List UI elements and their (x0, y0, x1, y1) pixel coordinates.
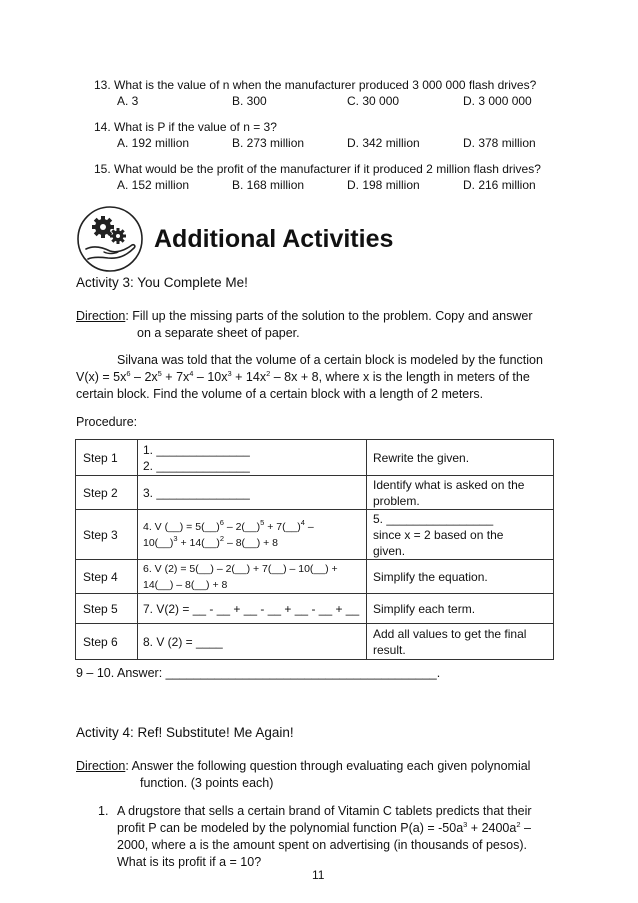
work-part: – (304, 520, 314, 533)
exp: 2 (219, 533, 225, 543)
q15-option-c: D. 198 million (347, 178, 420, 192)
work-part: – 8(__) + 8 (224, 536, 279, 549)
q14-option-c: D. 342 million (347, 136, 420, 150)
desc-line: since x = 2 based on the (373, 527, 504, 542)
question-14-text: 14. What is P if the value of n = 3? (94, 120, 277, 134)
step-label: Step 4 (76, 560, 138, 594)
q14-option-d: D. 378 million (463, 136, 536, 150)
problem-line-1: Silvana was told that the volume of a certain block is modeled by the function (117, 353, 543, 367)
problem-line-2 (76, 369, 530, 386)
table-row (76, 440, 554, 476)
work-line-2: 14(__) – 8(__) + 8 (143, 578, 228, 591)
problem-line-3: certain block. Find the volume of a certain block with a length of 2 meters. (76, 387, 484, 401)
step-work: 8. V (2) = ____ (138, 624, 367, 660)
blank-1: 1. ______________ (143, 442, 250, 457)
step-description: Simplify each term. (367, 594, 554, 624)
blank-5: 5. ________________ (373, 511, 494, 526)
fn-part: – 10x (193, 370, 228, 384)
direction-label: Direction (76, 759, 126, 773)
desc-line: problem. (373, 493, 420, 508)
page-number: 11 (312, 868, 325, 882)
answer-line: 9 – 10. Answer: _______________________________________. (76, 666, 441, 680)
item-line (117, 820, 565, 837)
item-line: What is its profit if a = 10? (117, 855, 262, 869)
blank-3: 3. ______________ (138, 476, 367, 510)
procedure-label: Procedure: (76, 415, 138, 429)
table-row (76, 624, 554, 660)
direction-text-2: on a separate sheet of paper. (137, 326, 300, 340)
step-description: Rewrite the given. (367, 440, 554, 476)
step-description (367, 476, 554, 510)
step-work (138, 440, 367, 476)
fn-part: – 8x + 8, where x is the length in meters of the (270, 370, 530, 384)
table-row (76, 510, 554, 560)
work-part: + 7(__) (264, 520, 301, 533)
exp: 2 (516, 820, 521, 829)
exp: 3 (463, 820, 468, 829)
item-number: 1. (98, 804, 109, 818)
q14-option-a: A. 192 million (117, 136, 190, 150)
q15-option-d: D. 216 million (463, 178, 536, 192)
section-title: Additional Activities (154, 225, 394, 253)
desc-line: Add all values to get the final (373, 626, 527, 641)
exp: 3 (227, 369, 232, 378)
exp: 2 (266, 369, 271, 378)
q15-option-a: A. 152 million (117, 178, 190, 192)
activity-4-direction (76, 758, 530, 775)
direction-text-1: : Fill up the missing parts of the solution to the problem. Copy and answer (125, 309, 533, 323)
step-description: Simplify the equation. (367, 560, 554, 594)
work-line-2 (143, 535, 360, 551)
direction-label: Direction (76, 309, 126, 323)
item-part: – (520, 821, 531, 835)
work-line-1 (143, 519, 360, 535)
exp: 6 (219, 517, 224, 527)
step-description (367, 510, 554, 560)
exp: 4 (300, 517, 305, 527)
step-description (367, 624, 554, 660)
item-line: 2000, where a is the amount spent on advertising (in thousands of pesos). (117, 838, 527, 852)
table-row (76, 476, 554, 510)
q15-option-b: B. 168 million (232, 178, 305, 192)
step-work: 7. V(2) = __ - __ + __ - __ + __ - __ + __ (138, 594, 367, 624)
exp: 4 (189, 369, 194, 378)
work-part: + 14(__) (177, 536, 220, 549)
q13-option-b: B. 300 (232, 94, 267, 108)
work-part: 4. V (__) = 5(__) (143, 520, 220, 533)
desc-line: result. (373, 642, 406, 657)
exp: 5 (260, 517, 265, 527)
work-part: 10(__) (143, 536, 174, 549)
step-label: Step 3 (76, 510, 138, 560)
fn-part: + 14x (231, 370, 267, 384)
direction-text-1: : Answer the following question through evaluating each given polynomial (125, 759, 531, 773)
step-work (138, 510, 367, 560)
fn-part: V(x) = 5x (76, 370, 127, 384)
item-1-text (117, 803, 565, 871)
item-part: + 2400a (467, 821, 517, 835)
fn-part: – 2x (130, 370, 158, 384)
blank-2: 2. ______________ (143, 458, 250, 473)
question-13-text: 13. What is the value of n when the manufacturer produced 3 000 000 flash drives? (94, 78, 537, 92)
fn-part: + 7x (161, 370, 190, 384)
item-part: profit P can be modeled by the polynomial function P(a) = -50a (117, 821, 464, 835)
work-line-1: 6. V (2) = 5(__) – 2(__) + 7(__) – 10(__) + (143, 562, 338, 575)
step-label: Step 5 (76, 594, 138, 624)
direction-text-2: function. (3 points each) (140, 776, 274, 790)
step-label: Step 6 (76, 624, 138, 660)
gears-hand-icon (76, 205, 144, 273)
q14-option-b: B. 273 million (232, 136, 305, 150)
exp: 6 (126, 369, 131, 378)
activity-4-title: Activity 4: Ref! Substitute! Me Again! (76, 725, 294, 740)
activity-3-direction (76, 308, 532, 325)
table-row (76, 594, 554, 624)
question-15-text: 15. What would be the profit of the manufacturer if it produced 2 million flash drives? (94, 162, 541, 176)
desc-line: Identify what is asked on the (373, 477, 525, 492)
step-work (138, 560, 367, 594)
table-row (76, 560, 554, 594)
q13-option-c: C. 30 000 (347, 94, 400, 108)
procedure-table (75, 439, 554, 660)
item-line: A drugstore that sells a certain brand of Vitamin C tablets predicts that their (117, 804, 532, 818)
q13-option-d: D. 3 000 000 (463, 94, 532, 108)
q13-option-a: A. 3 (117, 94, 139, 108)
desc-line: given. (373, 543, 406, 558)
exp: 3 (173, 533, 178, 543)
work-part: – 2(__) (223, 520, 261, 533)
step-label: Step 2 (76, 476, 138, 510)
step-label: Step 1 (76, 440, 138, 476)
exp: 5 (157, 369, 162, 378)
activity-3-title: Activity 3: You Complete Me! (76, 275, 248, 290)
